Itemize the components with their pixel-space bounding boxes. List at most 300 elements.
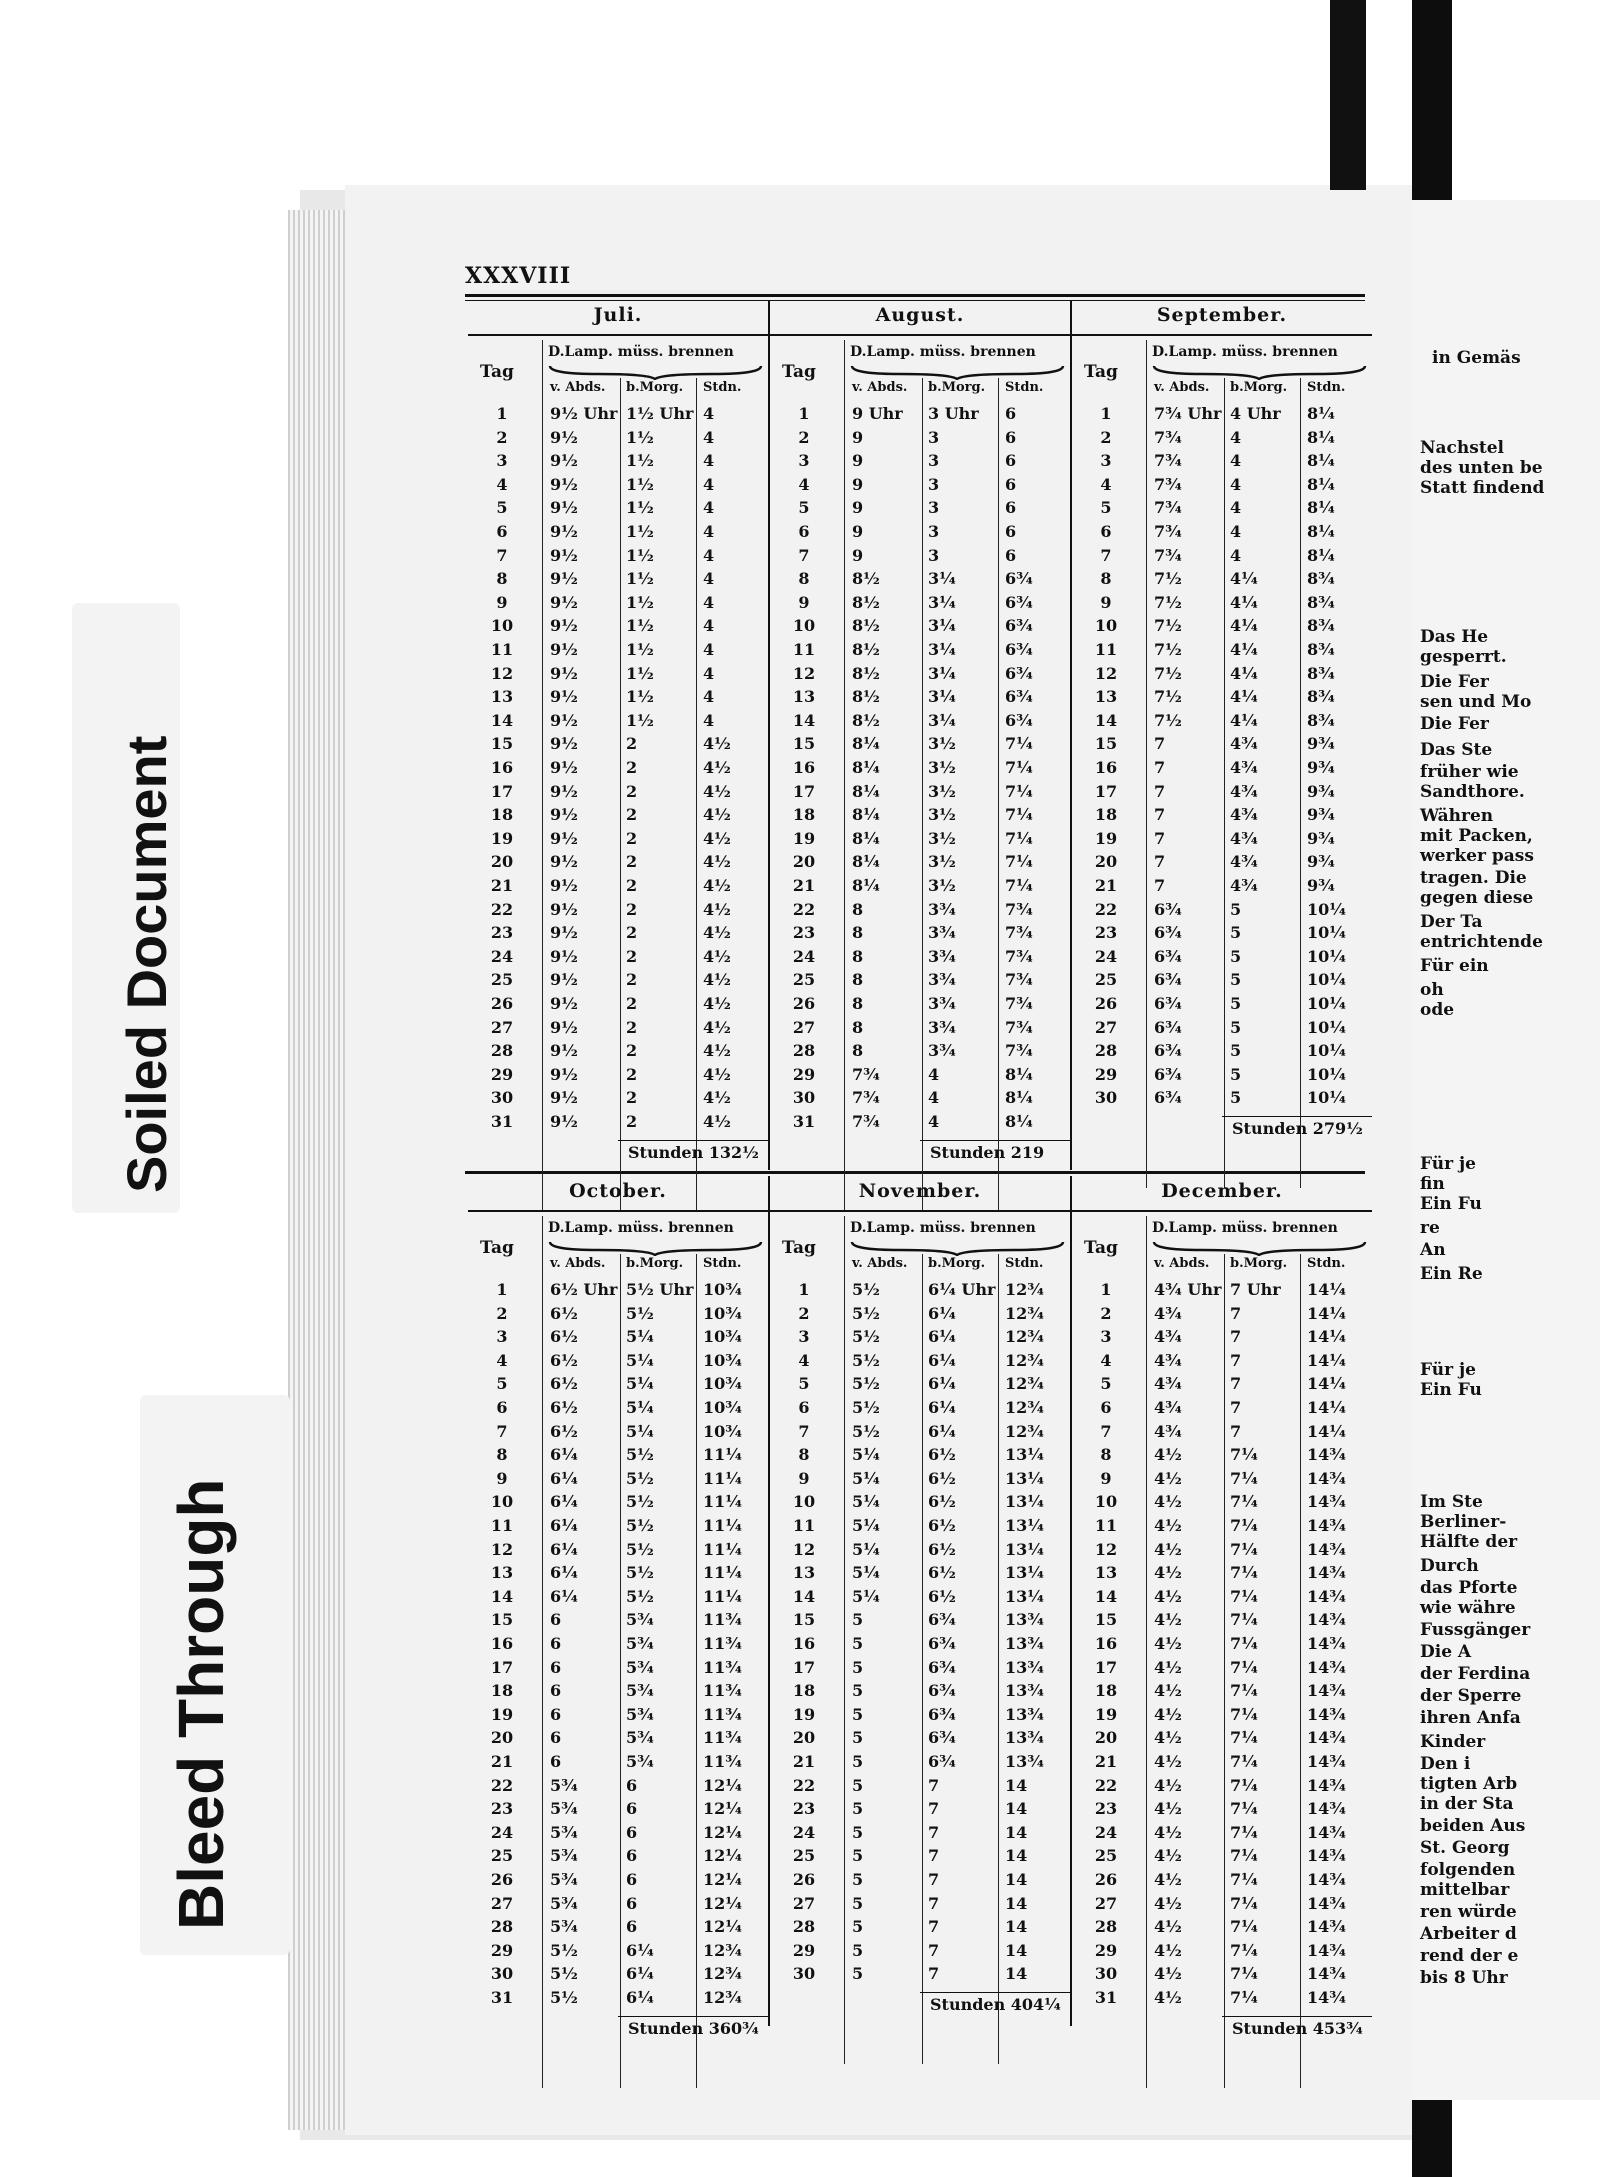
evening-cell: 9½ [550,687,578,707]
facing-line: das Pforte [1420,1578,1518,1598]
evening-cell: 7 [1154,758,1166,777]
table-row [468,1941,768,1965]
morning-cell: 5½ [626,1445,654,1465]
day-cell: 31 [792,1112,816,1131]
table-row [770,1823,1070,1847]
evening-cell: 8 [852,994,864,1013]
hours-cell: 6 [1005,404,1017,423]
day-cell: 13 [490,687,514,707]
evening-cell: 6¾ [1154,1088,1182,1108]
day-cell: 10 [792,616,816,636]
table-row [770,829,1070,853]
morning-cell: 3¼ [928,710,956,730]
day-cell: 3 [798,451,810,471]
hours-cell: 12¼ [703,1775,742,1795]
header-brace [548,1240,763,1256]
day-cell: 22 [490,899,514,919]
hours-cell: 4½ [703,1064,731,1084]
morning-cell: 2 [626,923,638,943]
table-row [468,1776,768,1800]
month-title-rule [1072,1210,1372,1212]
header-brace [850,1240,1065,1256]
hours-cell: 8¼ [1005,1088,1033,1108]
month-title: August. [875,304,965,326]
morning-cell: 6½ [928,1563,956,1583]
month-total: Stunden 453¾ [1232,2018,1363,2038]
evening-cell: 4½ [1154,1775,1182,1795]
morning-cell: 4 [928,1112,940,1131]
morning-cell: 7¼ [1230,1634,1258,1653]
day-cell: 27 [490,1893,514,1913]
evening-cell: 5 [852,1634,864,1653]
evening-cell: 8½ [852,616,880,636]
facing-line: folgenden [1420,1860,1516,1880]
header-from: v. Abds. [1154,1256,1210,1271]
day-cell: 14 [1094,1586,1118,1606]
hours-cell: 10¾ [703,1350,742,1370]
morning-cell: 2 [626,1064,638,1084]
morning-cell: 1½ [626,710,654,730]
facing-line: Für je [1420,1360,1476,1380]
evening-cell: 4¾ [1154,1327,1182,1347]
table-row [770,1964,1070,1988]
day-cell: 3 [798,1327,810,1347]
day-cell: 10 [1094,1492,1118,1512]
table-row [1072,1728,1372,1752]
day-cell: 15 [792,1610,816,1630]
morning-cell: 6 [626,1846,638,1866]
day-cell: 27 [1094,1893,1118,1913]
hours-cell: 12¾ [1005,1398,1044,1417]
hours-cell: 14¼ [1307,1421,1346,1441]
day-cell: 12 [490,1539,514,1559]
morning-cell: 4¼ [1230,663,1258,683]
table-row [468,711,768,735]
evening-cell: 7 [1154,852,1166,872]
header-brace [548,364,763,380]
header-lamp: D.Lamp. müss. brennen [548,344,734,360]
hours-cell: 14¾ [1307,1492,1346,1512]
table-row [1072,1445,1372,1469]
evening-cell: 8½ [852,687,880,707]
hours-cell: 8¼ [1307,404,1335,423]
evening-cell: 9½ [550,1041,578,1061]
hours-cell: 14 [1005,1846,1028,1866]
morning-cell: 1½ Uhr [626,404,694,423]
evening-cell: 9½ [550,474,578,494]
header-day: Tag [782,1238,816,1258]
evening-cell: 7¾ [852,1064,880,1084]
top-rule [465,294,1365,297]
evening-cell: 6 [550,1634,562,1653]
table-row [468,1304,768,1328]
morning-cell: 5¼ [626,1350,654,1370]
hours-cell: 6¾ [1005,710,1033,730]
evening-cell: 5¾ [550,1917,578,1937]
day-cell: 29 [490,1064,514,1084]
table-row [1072,852,1372,876]
table-row [468,616,768,640]
evening-cell: 8½ [852,592,880,612]
day-cell: 14 [490,710,514,730]
day-cell: 7 [496,545,508,565]
day-cell: 31 [490,1112,514,1131]
facing-line: oh [1420,980,1444,1000]
morning-cell: 2 [626,994,638,1013]
evening-cell: 7¾ [1154,545,1182,565]
evening-cell: 5 [852,1775,864,1795]
evening-cell: 8 [852,970,864,990]
facing-line: wie währe [1420,1598,1516,1618]
hours-cell: 7¾ [1005,970,1033,990]
morning-cell: 4¾ [1230,876,1258,895]
header-lamp: D.Lamp. müss. brennen [548,1220,734,1236]
table-row [468,569,768,593]
morning-cell: 5¾ [626,1728,654,1748]
morning-cell: 7¼ [1230,1728,1258,1748]
month-separator [768,1176,770,2026]
evening-cell: 4½ [1154,1940,1182,1960]
evening-cell: 6¾ [1154,923,1182,943]
month-title: September. [1156,304,1288,326]
header-brace [1152,1240,1367,1256]
morning-cell: 3½ [928,852,956,872]
hours-cell: 4½ [703,994,731,1013]
evening-cell: 6¾ [1154,1064,1182,1084]
table-row [468,1088,768,1112]
day-cell: 21 [1094,876,1118,895]
month-title-rule [770,334,1070,336]
evening-cell: 4½ [1154,1586,1182,1606]
header-lamp: D.Lamp. müss. brennen [850,1220,1036,1236]
evening-cell: 9½ [550,592,578,612]
table-row [468,1846,768,1870]
morning-cell: 5 [1230,1064,1242,1084]
bleed-tag-label: Bleed Through [165,1478,237,1930]
morning-cell: 6 [626,1870,638,1889]
morning-cell: 1½ [626,569,654,589]
table-row [1072,1776,1372,1800]
evening-cell: 8¼ [852,781,880,801]
hours-cell: 14¾ [1307,1704,1346,1724]
evening-cell: 7¾ [852,1112,880,1131]
table-row [468,1823,768,1847]
hours-cell: 6¾ [1005,640,1033,659]
day-cell: 28 [792,1041,816,1061]
hours-cell: 4 [703,474,715,494]
table-row [1072,1516,1372,1540]
day-cell: 11 [792,1516,816,1535]
day-cell: 15 [1094,1610,1118,1630]
morning-cell: 2 [626,1017,638,1037]
morning-cell: 7¼ [1230,1610,1258,1630]
morning-cell: 6½ [928,1492,956,1512]
hours-cell: 10¼ [1307,899,1346,919]
evening-cell: 4¾ [1154,1421,1182,1441]
hours-cell: 7¾ [1005,994,1033,1013]
day-cell: 12 [490,663,514,683]
hours-cell: 14¾ [1307,1610,1346,1630]
facing-line: der Sperre [1420,1686,1522,1706]
day-cell: 16 [490,758,514,777]
hours-cell: 14 [1005,1917,1028,1937]
day-cell: 25 [792,1846,816,1866]
header-hours: Stdn. [703,380,742,395]
morning-cell: 1½ [626,474,654,494]
morning-cell: 7¼ [1230,1893,1258,1913]
month-total: Stunden 279½ [1232,1119,1363,1138]
morning-cell: 5½ [626,1492,654,1512]
morning-cell: 6¼ [626,1964,654,1984]
table-row [770,1374,1070,1398]
day-cell: 9 [496,1468,508,1488]
hours-cell: 14 [1005,1822,1028,1842]
day-cell: 12 [792,663,816,683]
facing-line: mittelbar [1420,1880,1510,1900]
hours-cell: 9¾ [1307,805,1335,825]
morning-cell: 6¾ [928,1610,956,1630]
morning-cell: 7¼ [1230,1917,1258,1937]
evening-cell: 5 [852,1752,864,1771]
hours-cell: 14¾ [1307,1586,1346,1606]
morning-cell: 5 [1230,1017,1242,1037]
facing-line: An [1420,1240,1446,1260]
evening-cell: 9 [852,545,864,565]
evening-cell: 5¾ [550,1799,578,1819]
table-row [1072,1587,1372,1611]
table-row [468,404,768,428]
table-row [468,1422,768,1446]
table-row [770,1917,1070,1941]
morning-cell: 4 [1230,474,1242,494]
hours-cell: 14¾ [1307,1917,1346,1937]
morning-cell: 6¾ [928,1634,956,1653]
table-row [770,1728,1070,1752]
facing-line: sen und Mo [1420,692,1532,712]
morning-cell: 3¾ [928,1041,956,1061]
evening-cell: 5¾ [550,1893,578,1913]
facing-line: beiden Aus [1420,1816,1526,1836]
morning-cell: 7¼ [1230,1964,1258,1984]
hours-cell: 14¾ [1307,1563,1346,1583]
table-row [468,593,768,617]
month-title: October. [569,1180,667,1202]
day-cell: 16 [792,1634,816,1653]
table-row [468,640,768,664]
day-cell: 23 [792,1799,816,1819]
day-cell: 1 [1100,1280,1112,1299]
hours-cell: 7¾ [1005,946,1033,966]
day-cell: 6 [496,522,508,541]
evening-cell: 6¼ [550,1468,578,1488]
morning-cell: 3 [928,451,940,471]
day-cell: 11 [1094,1516,1118,1535]
table-row [1072,829,1372,853]
evening-cell: 7¾ [852,1088,880,1108]
evening-cell: 8 [852,899,864,919]
morning-cell: 1½ [626,616,654,636]
table-row [1072,1398,1372,1422]
hours-cell: 12¼ [703,1870,742,1889]
header-day: Tag [480,1238,514,1258]
morning-cell: 7¼ [1230,1704,1258,1724]
day-cell: 15 [1094,734,1118,754]
hours-cell: 14¾ [1307,1870,1346,1889]
facing-line: Der Ta [1420,912,1483,932]
morning-cell: 6¾ [928,1657,956,1677]
hours-cell: 4½ [703,781,731,801]
morning-cell: 2 [626,970,638,990]
table-row [1072,428,1372,452]
evening-cell: 9½ [550,852,578,872]
hours-cell: 12¾ [703,1940,742,1960]
hours-cell: 4½ [703,876,731,895]
evening-cell: 5 [852,1870,864,1889]
table-row [468,1563,768,1587]
table-row [468,687,768,711]
hours-cell: 4½ [703,828,731,848]
day-cell: 26 [490,994,514,1013]
hours-cell: 13¼ [1005,1492,1044,1512]
facing-line: Durch [1420,1556,1479,1576]
hours-cell: 14 [1005,1870,1028,1889]
day-cell: 4 [1100,1350,1112,1370]
table-row [468,1516,768,1540]
evening-cell: 8¼ [852,734,880,754]
evening-cell: 4¾ [1154,1374,1182,1394]
hours-cell: 7¼ [1005,876,1033,895]
evening-cell: 4½ [1154,1870,1182,1889]
evening-cell: 4½ [1154,1728,1182,1748]
morning-cell: 6¼ [928,1327,956,1347]
hours-cell: 12¾ [1005,1421,1044,1441]
hours-cell: 4 [703,522,715,541]
page-edges [288,210,348,2130]
hours-cell: 4 [703,569,715,589]
hours-cell: 10¼ [1307,994,1346,1013]
table-row [1072,1065,1372,1089]
hours-cell: 12¼ [703,1917,742,1937]
day-cell: 5 [496,498,508,518]
hours-cell: 10¾ [703,1280,742,1299]
morning-cell: 5¼ [626,1327,654,1347]
table-row [1072,1492,1372,1516]
day-cell: 20 [1094,1728,1118,1748]
evening-cell: 4½ [1154,1893,1182,1913]
table-row [1072,1374,1372,1398]
hours-cell: 10¼ [1307,946,1346,966]
hours-cell: 10¾ [703,1374,742,1394]
hours-cell: 6 [1005,545,1017,565]
header-from: v. Abds. [1154,380,1210,395]
evening-cell: 9 [852,451,864,471]
morning-cell: 7¼ [1230,1988,1258,2007]
morning-cell: 3 [928,474,940,494]
morning-cell: 6¼ Uhr [928,1280,996,1299]
evening-cell: 8 [852,923,864,943]
evening-cell: 9½ [550,451,578,471]
morning-cell: 4¾ [1230,758,1258,777]
hours-cell: 4½ [703,970,731,990]
facing-line: früher wie [1420,762,1519,782]
evening-cell: 8 [852,1017,864,1037]
evening-cell: 8¼ [852,758,880,777]
morning-cell: 7¼ [1230,1492,1258,1512]
day-cell: 11 [1094,640,1118,659]
evening-cell: 9½ Uhr [550,404,618,423]
morning-cell: 6½ [928,1445,956,1465]
day-cell: 23 [490,1799,514,1819]
day-cell: 17 [792,1657,816,1677]
morning-cell: 7¼ [1230,1445,1258,1465]
day-cell: 14 [792,1586,816,1606]
evening-cell: 6¾ [1154,899,1182,919]
day-cell: 16 [490,1634,514,1653]
hours-cell: 14 [1005,1940,1028,1960]
table-row [770,1799,1070,1823]
morning-cell: 6½ [928,1539,956,1559]
morning-cell: 7¼ [1230,1940,1258,1960]
hours-cell: 14¼ [1307,1374,1346,1394]
hours-cell: 8¼ [1307,427,1335,447]
hours-cell: 12¼ [703,1799,742,1819]
hours-cell: 8¼ [1307,522,1335,541]
hours-cell: 4 [703,710,715,730]
evening-cell: 7 [1154,805,1166,825]
facing-line: des unten be [1420,458,1543,478]
hours-cell: 14¾ [1307,1846,1346,1866]
evening-cell: 6½ [550,1398,578,1417]
table-row [1072,546,1372,570]
facing-line: re [1420,1218,1440,1238]
evening-cell: 9½ [550,640,578,659]
hours-cell: 4½ [703,1017,731,1037]
day-cell: 23 [792,923,816,943]
morning-cell: 6½ [928,1468,956,1488]
table-row [1072,1752,1372,1776]
facing-line: entrichtende [1420,932,1543,952]
hours-cell: 12¾ [703,1988,742,2007]
day-cell: 25 [490,970,514,990]
evening-cell: 9½ [550,545,578,565]
table-row [468,1681,768,1705]
hours-cell: 4 [703,451,715,471]
day-cell: 16 [1094,1634,1118,1653]
table-row [1072,640,1372,664]
evening-cell: 5¼ [852,1468,880,1488]
hours-cell: 13¾ [1005,1634,1044,1653]
header-day: Tag [1084,362,1118,382]
day-cell: 5 [798,1374,810,1394]
facing-line: rend der e [1420,1946,1519,1966]
hours-cell: 7¾ [1005,923,1033,943]
hours-cell: 12¾ [1005,1327,1044,1347]
morning-cell: 3¾ [928,994,956,1013]
day-cell: 29 [792,1940,816,1960]
day-cell: 25 [1094,970,1118,990]
facing-line: Die A [1420,1642,1472,1662]
day-cell: 13 [1094,1563,1118,1583]
day-cell: 16 [792,758,816,777]
table-row [1072,1469,1372,1493]
morning-cell: 5¾ [626,1634,654,1653]
table-row [468,1658,768,1682]
morning-cell: 1½ [626,498,654,518]
morning-cell: 7¼ [1230,1468,1258,1488]
hours-cell: 6¾ [1005,616,1033,636]
table-row [770,404,1070,428]
evening-cell: 7½ [1154,640,1182,659]
